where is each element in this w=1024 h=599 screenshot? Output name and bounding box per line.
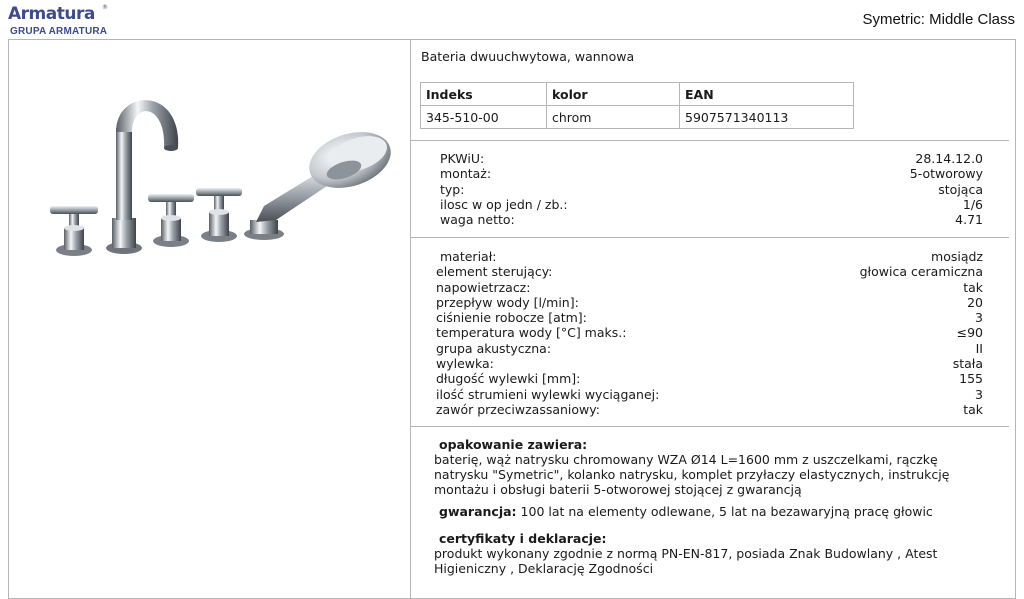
- spec-row-grupa: [411, 341, 991, 356]
- spec-value: 3: [975, 386, 983, 402]
- spec-value: 5-otworowy: [909, 166, 983, 182]
- spec-value: tak: [963, 401, 983, 417]
- series-title: Symetric: Middle Class: [862, 11, 1015, 28]
- certificates-title: certyfikaty i deklaracje:: [439, 531, 607, 546]
- section-divider: [411, 426, 1009, 427]
- spec-row-temperatura: [411, 325, 991, 340]
- spec-value: mosiądz: [931, 249, 983, 264]
- spec-row-material: [411, 249, 991, 264]
- spec-label: ciśnienie robocze [atm]:: [436, 310, 587, 326]
- spec-row-napowietrzacz: [411, 280, 991, 295]
- spec-value: głowica ceramiczna: [859, 264, 983, 280]
- spec-row-typ: [411, 182, 991, 197]
- index-table: [420, 82, 854, 129]
- logo-wordmark: Armatura: [8, 4, 95, 24]
- spec-value: 4.71: [955, 212, 983, 228]
- spec-row-ilosc: [411, 197, 991, 212]
- tech-spec-list: [411, 249, 991, 417]
- package-title: opakowanie zawiera:: [439, 437, 588, 452]
- spec-label: element sterujący:: [436, 264, 553, 280]
- spec-row-cisnienie: [411, 310, 991, 325]
- spec-value: tak: [963, 279, 983, 295]
- valve-handle-right: [196, 188, 242, 242]
- armatura-logo: [8, 4, 108, 38]
- header-ean: EAN: [680, 83, 854, 106]
- logo-subtitle: GRUPA ARMATURA: [10, 26, 108, 37]
- spec-row-waga: [411, 212, 991, 227]
- certificates-text: produkt wykonany zgodnie z normą PN-EN-817, posiada Znak Budowlany , Atest Higieniczny , Deklarację Zgodności: [434, 546, 938, 576]
- spec-value: stojąca: [938, 181, 983, 197]
- bath-faucet-set-image: [44, 88, 396, 266]
- spec-label: PKWiU:: [440, 151, 485, 166]
- spec-row-strumienie: [411, 387, 991, 402]
- section-divider: [411, 140, 1009, 141]
- spec-label: materiał:: [440, 249, 497, 264]
- spec-value: ≤90: [956, 325, 983, 341]
- spec-row-pkwiu: [411, 151, 991, 166]
- spec-value: 3: [975, 310, 983, 326]
- spec-row-przeplyw: [411, 295, 991, 310]
- spec-label: waga netto:: [440, 212, 515, 228]
- spec-row-wylewka: [411, 356, 991, 371]
- warranty-text: 100 lat na elementy odlewane, 5 lat na bezawaryjną pracę głowic: [520, 504, 933, 519]
- product-description: Bateria dwuuchwytowa, wannowa: [421, 49, 635, 64]
- hand-shower: [244, 122, 396, 240]
- warranty-title: gwarancja:: [439, 504, 517, 519]
- spec-label: zawór przeciwzassaniowy:: [436, 401, 600, 417]
- spec-value: II: [975, 340, 983, 356]
- cell-index: 345-510-00: [421, 106, 547, 129]
- spec-value: 28.14.12.0: [915, 151, 983, 166]
- spec-value: 1/6: [962, 196, 983, 212]
- table-row: [421, 106, 854, 129]
- header-index: Indeks: [421, 83, 547, 106]
- spec-label: ilosc w op jedn / zb.:: [440, 196, 568, 212]
- spec-label: montaż:: [440, 166, 492, 182]
- spec-label: temperatura wody [°C] maks.:: [436, 325, 627, 341]
- package-contents: [434, 437, 979, 497]
- package-text: baterię, wąż natrysku chromowany WZA Ø14 L=1600 mm z uszczelkami, rączkę natrysku "Symetric", kolanko natrysku, komplet przyłaczy elastycznych, instrukcję montażu i obsługi baterii 5-otworowej stojącej z gwarancją: [434, 452, 950, 497]
- cell-color: chrom: [547, 106, 680, 129]
- spec-label: typ:: [440, 181, 465, 197]
- spec-label: przepływ wody [l/min]:: [436, 294, 579, 310]
- spec-row-zawor: [411, 402, 991, 417]
- spec-row-element: [411, 264, 991, 279]
- valve-handle-middle: [148, 194, 194, 247]
- spec-label: wylewka:: [436, 356, 494, 372]
- registered-mark: ®: [102, 4, 108, 11]
- spec-row-montaz: [411, 166, 991, 181]
- basic-spec-list: [411, 151, 991, 227]
- spec-value: stała: [952, 356, 983, 372]
- spec-label: ilość strumieni wylewki wyciąganej:: [436, 386, 660, 402]
- spec-label: długość wylewki [mm]:: [436, 371, 581, 387]
- header-color: kolor: [547, 83, 680, 106]
- warranty-block: [434, 504, 979, 519]
- section-divider: [411, 237, 1009, 238]
- spec-value: 20: [967, 294, 983, 310]
- spec-row-dlugosc: [411, 371, 991, 386]
- spec-label: napowietrzacz:: [436, 279, 531, 295]
- spec-label: grupa akustyczna:: [436, 340, 552, 356]
- certificates-block: [434, 531, 979, 576]
- valve-handle-left: [50, 206, 98, 256]
- spec-value: 155: [959, 371, 983, 387]
- cell-ean: 5907571340113: [680, 106, 854, 129]
